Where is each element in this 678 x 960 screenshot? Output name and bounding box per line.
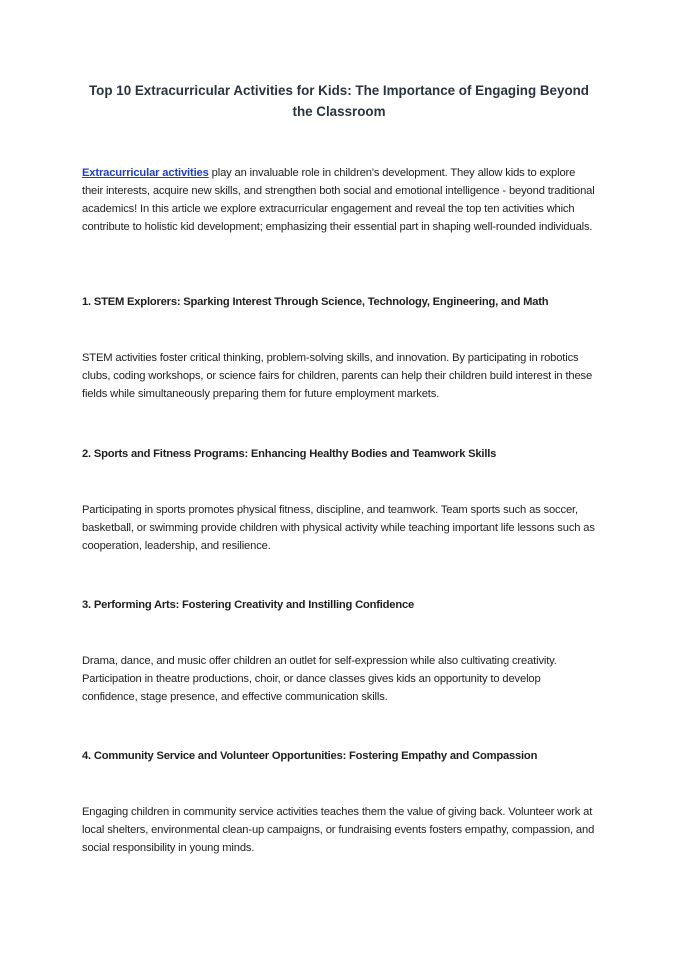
section-heading-1: 1. STEM Explorers: Sparking Interest Through Science, Technology, Engineering, and Math: [82, 296, 549, 308]
section-heading-2: 2. Sports and Fitness Programs: Enhancing Healthy Bodies and Teamwork Skills: [82, 448, 497, 460]
extracurricular-activities-link[interactable]: Extracurricular activities: [82, 167, 209, 179]
section-body-3: Drama, dance, and music offer children an outlet for self-expression while also cultivating creativity. Participation in theatre productions, choir, or dance classes gives kids an opportunity to develop confidence, stage presence, and effective communication skills.: [82, 655, 557, 703]
intro-text: play an invaluable role in children's development. They allow kids to explore their interests, acquire new skills, and strengthen both social and emotional intelligence - beyond traditional academics! In this article we explore extracurricular engagement and reveal the top ten activities which contribute to holistic kid development; emphasizing their essential part in shaping well-rounded individuals.: [82, 167, 595, 233]
section-heading-3: 3. Performing Arts: Fostering Creativity and Instilling Confidence: [82, 599, 415, 611]
section-body-2: Participating in sports promotes physical fitness, discipline, and teamwork. Team sports such as soccer, basketball, or swimming provide children with physical activity while teaching important life lessons such as cooperation, leadership, and resilience.: [82, 504, 595, 552]
section-heading-4: 4. Community Service and Volunteer Opportunities: Fostering Empathy and Compassion: [82, 750, 538, 762]
section-body-1: STEM activities foster critical thinking, problem-solving skills, and innovation. By participating in robotics clubs, coding workshops, or science fairs for children, parents can help their children build interest in these fields while simultaneously preparing them for future employment markets.: [82, 352, 593, 400]
intro-paragraph: [82, 164, 598, 236]
section-body-4: Engaging children in community service activities teaches them the value of giving back. Volunteer work at local shelters, environmental clean-up campaigns, or fundraising events fosters empathy, compassion, and social responsibility in young minds.: [82, 806, 595, 854]
document-title: Top 10 Extracurricular Activities for Kids: The Importance of Engaging Beyond the Classroom: [88, 83, 589, 119]
